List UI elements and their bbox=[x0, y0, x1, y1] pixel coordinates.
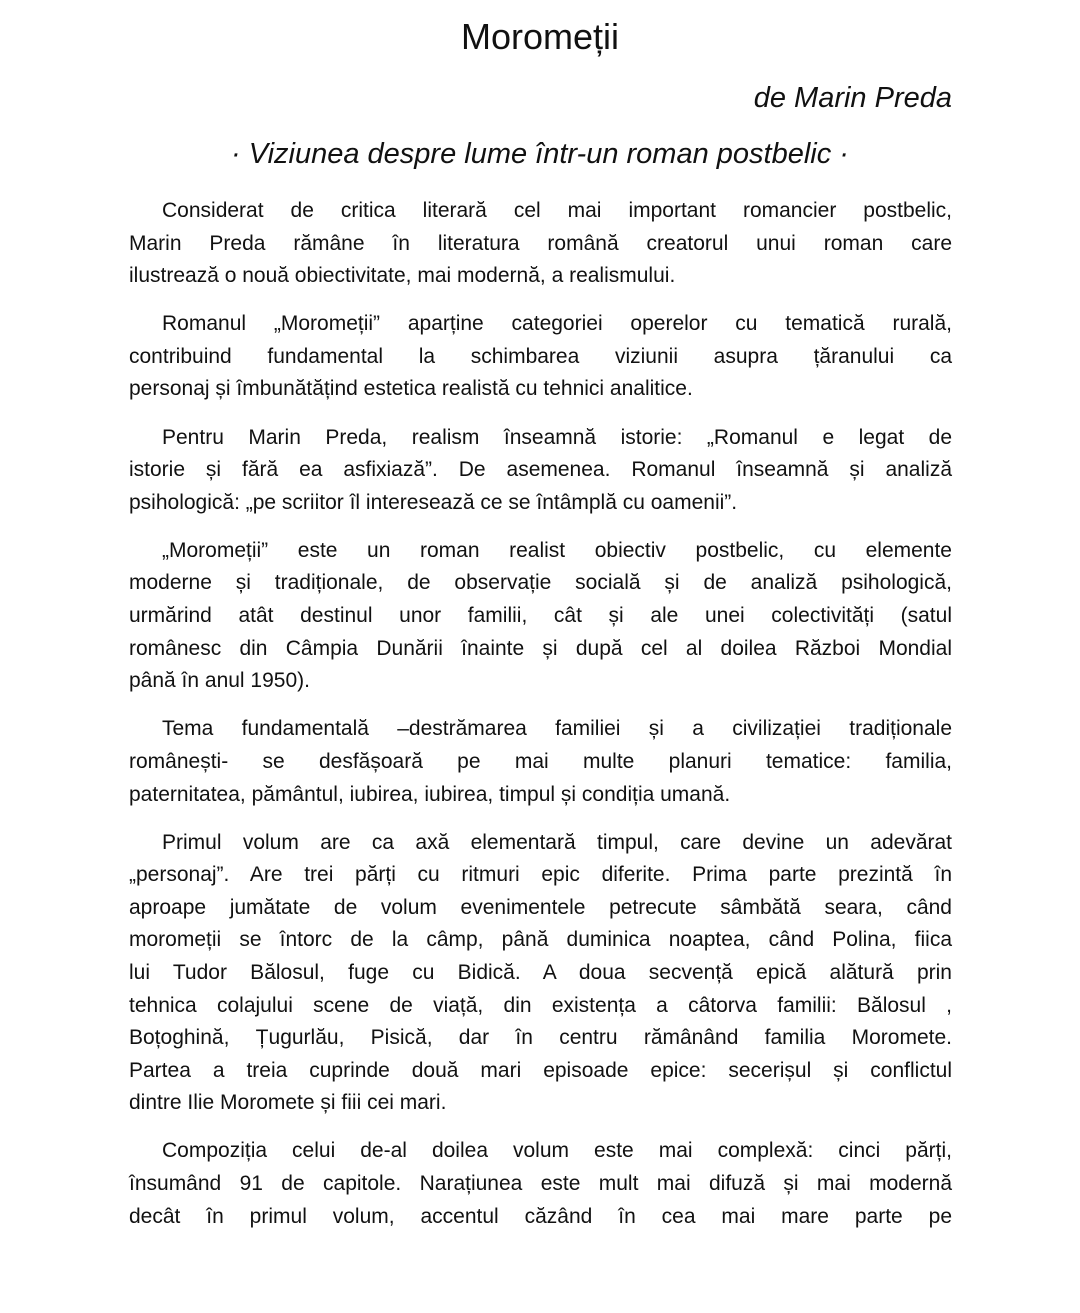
text-line: Primul volum are ca axă elementară timpul, care devine un adevărat bbox=[162, 830, 952, 854]
paragraph bbox=[129, 827, 952, 1120]
text-line: urmărind atât destinul unor familii, cât și ale unei colectivități (satul bbox=[129, 604, 952, 628]
text-line: dintre Ilie Moromete și fiii cei mari. bbox=[129, 1091, 447, 1115]
text-line: Romanul „Moromeții” aparține categoriei operelor cu tematică rurală, bbox=[162, 312, 952, 336]
subtitle: · Viziunea despre lume într-un roman postbelic · bbox=[231, 138, 849, 170]
text-line: decât în primul volum, accentul căzând în cea mai mare parte pe bbox=[129, 1204, 952, 1228]
text-line: moderne și tradiționale, de observație socială și de analiză psihologică, bbox=[129, 571, 952, 595]
text-line: aproape jumătate de volum evenimentele petrecute sâmbătă seara, când bbox=[129, 895, 952, 919]
paragraph bbox=[129, 535, 952, 698]
text-line: moromeții se întorc de la câmp, până duminica noaptea, când Polina, fiica bbox=[129, 928, 952, 952]
text-line: românești- se desfășoară pe mai multe planuri tematice: familia, bbox=[129, 749, 952, 773]
text-line: paternitatea, pământul, iubirea, iubirea, timpul și condiția umană. bbox=[129, 782, 731, 806]
document-body bbox=[129, 195, 952, 1249]
text-line: istorie și fără ea asfixiază”. De asemenea. Romanul înseamnă și analiză bbox=[129, 458, 952, 482]
document-title: Moromeții bbox=[460, 16, 620, 57]
text-line: personaj și îmbunătățind estetica realistă cu tehnici analitice. bbox=[129, 377, 693, 401]
text-line: tehnica colajului scene de viață, din existența a câtorva familii: Bălosul , bbox=[129, 993, 952, 1017]
text-line: lui Tudor Bălosul, fuge cu Bidică. A doua secvență epică alătură prin bbox=[129, 960, 952, 984]
text-line: ilustrează o nouă obiectivitate, mai modernă, a realismului. bbox=[129, 264, 676, 288]
text-line: Marin Preda rămâne în literatura română creatorul unui roman care bbox=[129, 231, 952, 255]
text-line: însumând 91 de capitole. Narațiunea este mult mai difuză și mai modernă bbox=[129, 1172, 952, 1196]
text-line: psihologică: „pe scriitor îl interesează ce se întâmplă cu oamenii”. bbox=[129, 490, 738, 514]
paragraph bbox=[129, 1135, 952, 1233]
author-line: de Marin Preda bbox=[753, 82, 952, 114]
text-line: Partea a treia cuprinde două mari episoade epice: secerișul și conflictul bbox=[129, 1058, 952, 1082]
text-line: Pentru Marin Preda, realism înseamnă istorie: „Romanul e legat de bbox=[162, 425, 952, 449]
paragraph bbox=[129, 195, 952, 293]
paragraph bbox=[129, 713, 952, 811]
paragraph bbox=[129, 308, 952, 406]
text-line: contribuind fundamental la schimbarea viziunii asupra țăranului ca bbox=[129, 344, 952, 368]
paragraph bbox=[129, 422, 952, 520]
text-line: Boțoghină, Țugurlău, Pisică, dar în centru rămânând familia Moromete. bbox=[129, 1026, 952, 1050]
text-line: „personaj”. Are trei părți cu ritmuri epic diferite. Prima parte prezintă în bbox=[129, 863, 952, 887]
text-line: românesc din Câmpia Dunării înainte și după cel al doilea Război Mondial bbox=[129, 636, 952, 660]
text-line: până în anul 1950). bbox=[129, 669, 310, 693]
text-line: Tema fundamentală –destrămarea familiei și a civilizației tradiționale bbox=[162, 717, 952, 741]
text-line: Compoziția celui de-al doilea volum este mai complexă: cinci părți, bbox=[162, 1139, 952, 1163]
text-line: „Moromeții” este un roman realist obiectiv postbelic, cu elemente bbox=[162, 538, 952, 562]
text-line: Considerat de critica literară cel mai important romancier postbelic, bbox=[162, 199, 952, 222]
